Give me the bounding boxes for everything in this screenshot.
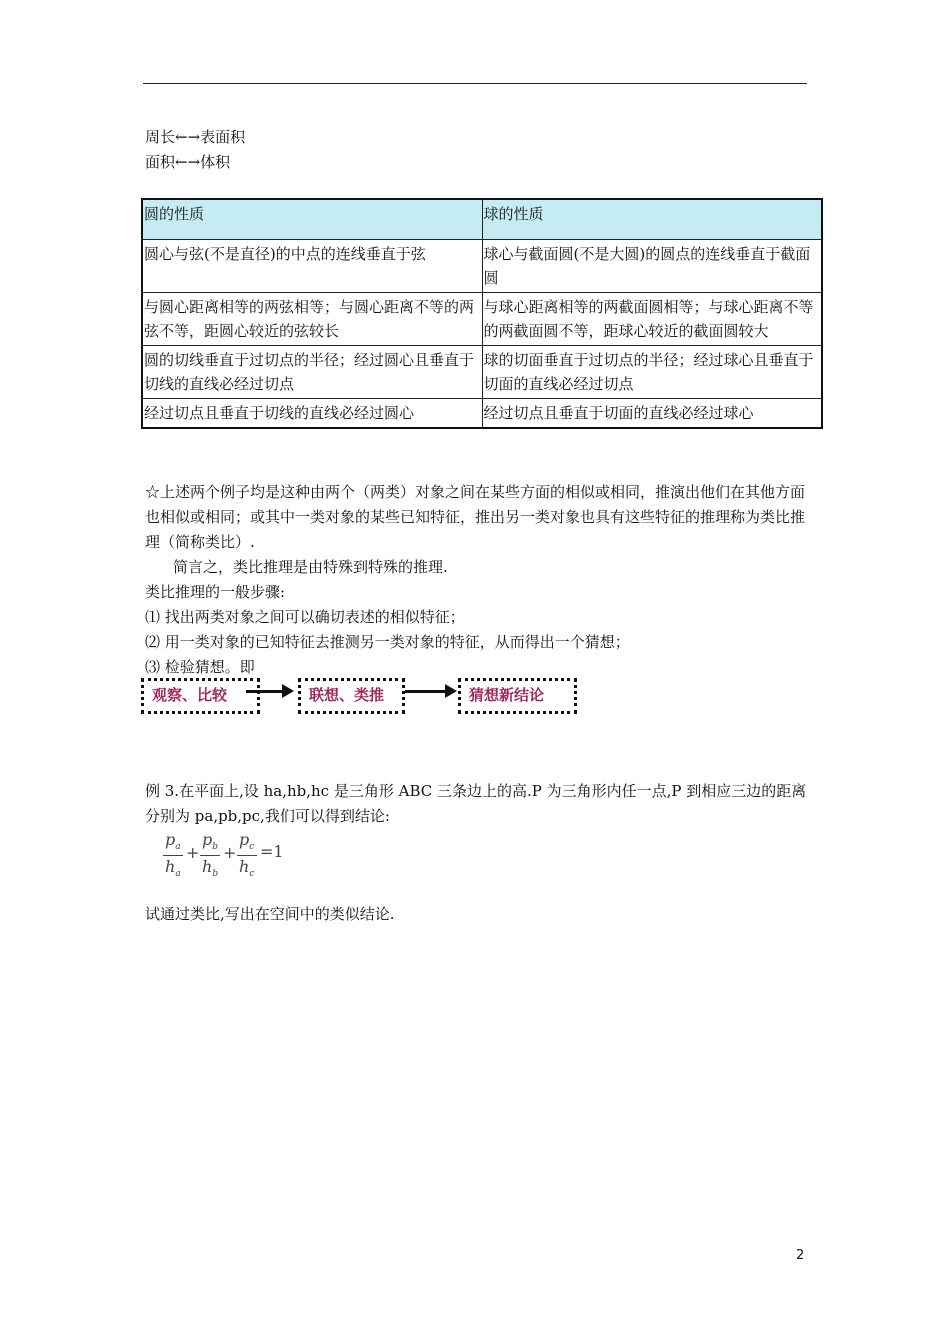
table-cell: 经过切点且垂直于切面的直线必经过球心	[482, 399, 822, 429]
example-text: 例 3.在平面上,设 ha,hb,hc 是三角形 ABC 三条边上的高.P 为三角形内任一点,P 到相应三边的距离分别为 pa,pb,pc,我们可以得到结论:	[145, 782, 807, 825]
equals-one: =1	[260, 842, 284, 861]
table-header-circle: 圆的性质	[142, 199, 482, 240]
intro-line-2: 面积←→体积	[145, 153, 231, 171]
step-item-3: ⑶ 检验猜想。即	[145, 658, 255, 676]
flow-box-associate: 联想、类推	[298, 678, 405, 714]
steps-title: 类比推理的一般步骤:	[145, 583, 286, 601]
flow-box-conclusion: 猜想新结论	[458, 678, 577, 714]
table-cell: 球心与截面圆(不是大圆)的圆点的连线垂直于截面圆	[482, 240, 822, 293]
table-row	[142, 293, 822, 346]
header-rule	[143, 83, 807, 84]
table-row	[142, 240, 822, 293]
table-cell: 与圆心距离相等的两弦相等；与圆心距离不等的两弦不等，距圆心较近的弦较长	[142, 293, 482, 346]
table-row	[142, 399, 822, 429]
step-item-2: ⑵ 用一类对象的已知特征去推测另一类对象的特征，从而得出一个猜想；	[145, 633, 630, 651]
table-cell: 经过切点且垂直于切线的直线必经过圆心	[142, 399, 482, 429]
table-row	[142, 346, 822, 399]
intro-line-1: 周长←→表面积	[145, 128, 246, 146]
comparison-table	[141, 198, 823, 429]
definition-paragraph: ☆上述两个例子均是这种由两个（两类）对象之间在某些方面的相似或相同，推演出他们在其他方面也相似或相同；或其中一类对象的某些已知特征，推出另一类对象也具有这些特征的推理称为类比推理（简称类比）.	[145, 483, 806, 551]
table-cell: 球的切面垂直于过切点的半径；经过球心且垂直于切面的直线必经过切点	[482, 346, 822, 399]
flow-arrow-2	[405, 690, 447, 693]
plus-sign: +	[186, 843, 200, 862]
flow-arrow-1	[246, 690, 284, 693]
page-number: 2	[796, 1248, 805, 1263]
table-cell: 与球心距离相等的两截面圆相等；与球心距离不等的两截面圆不等，距球心较近的截面圆较大	[482, 293, 822, 346]
flow-box-observe: 观察、比较	[141, 678, 260, 714]
example-question: 试通过类比,写出在空间中的类似结论.	[145, 905, 395, 923]
table-cell: 圆心与弦(不是直径)的中点的连线垂直于弦	[142, 240, 482, 293]
table-header-sphere: 球的性质	[482, 199, 822, 240]
table-cell: 圆的切线垂直于过切点的半径；经过圆心且垂直于切线的直线必经过切点	[142, 346, 482, 399]
step-item-1: ⑴ 找出两类对象之间可以确切表述的相似特征；	[145, 608, 465, 626]
table-header-row	[142, 199, 822, 240]
summary-line: 简言之，类比推理是由特殊到特殊的推理.	[173, 558, 448, 576]
plus-sign: +	[223, 843, 237, 862]
